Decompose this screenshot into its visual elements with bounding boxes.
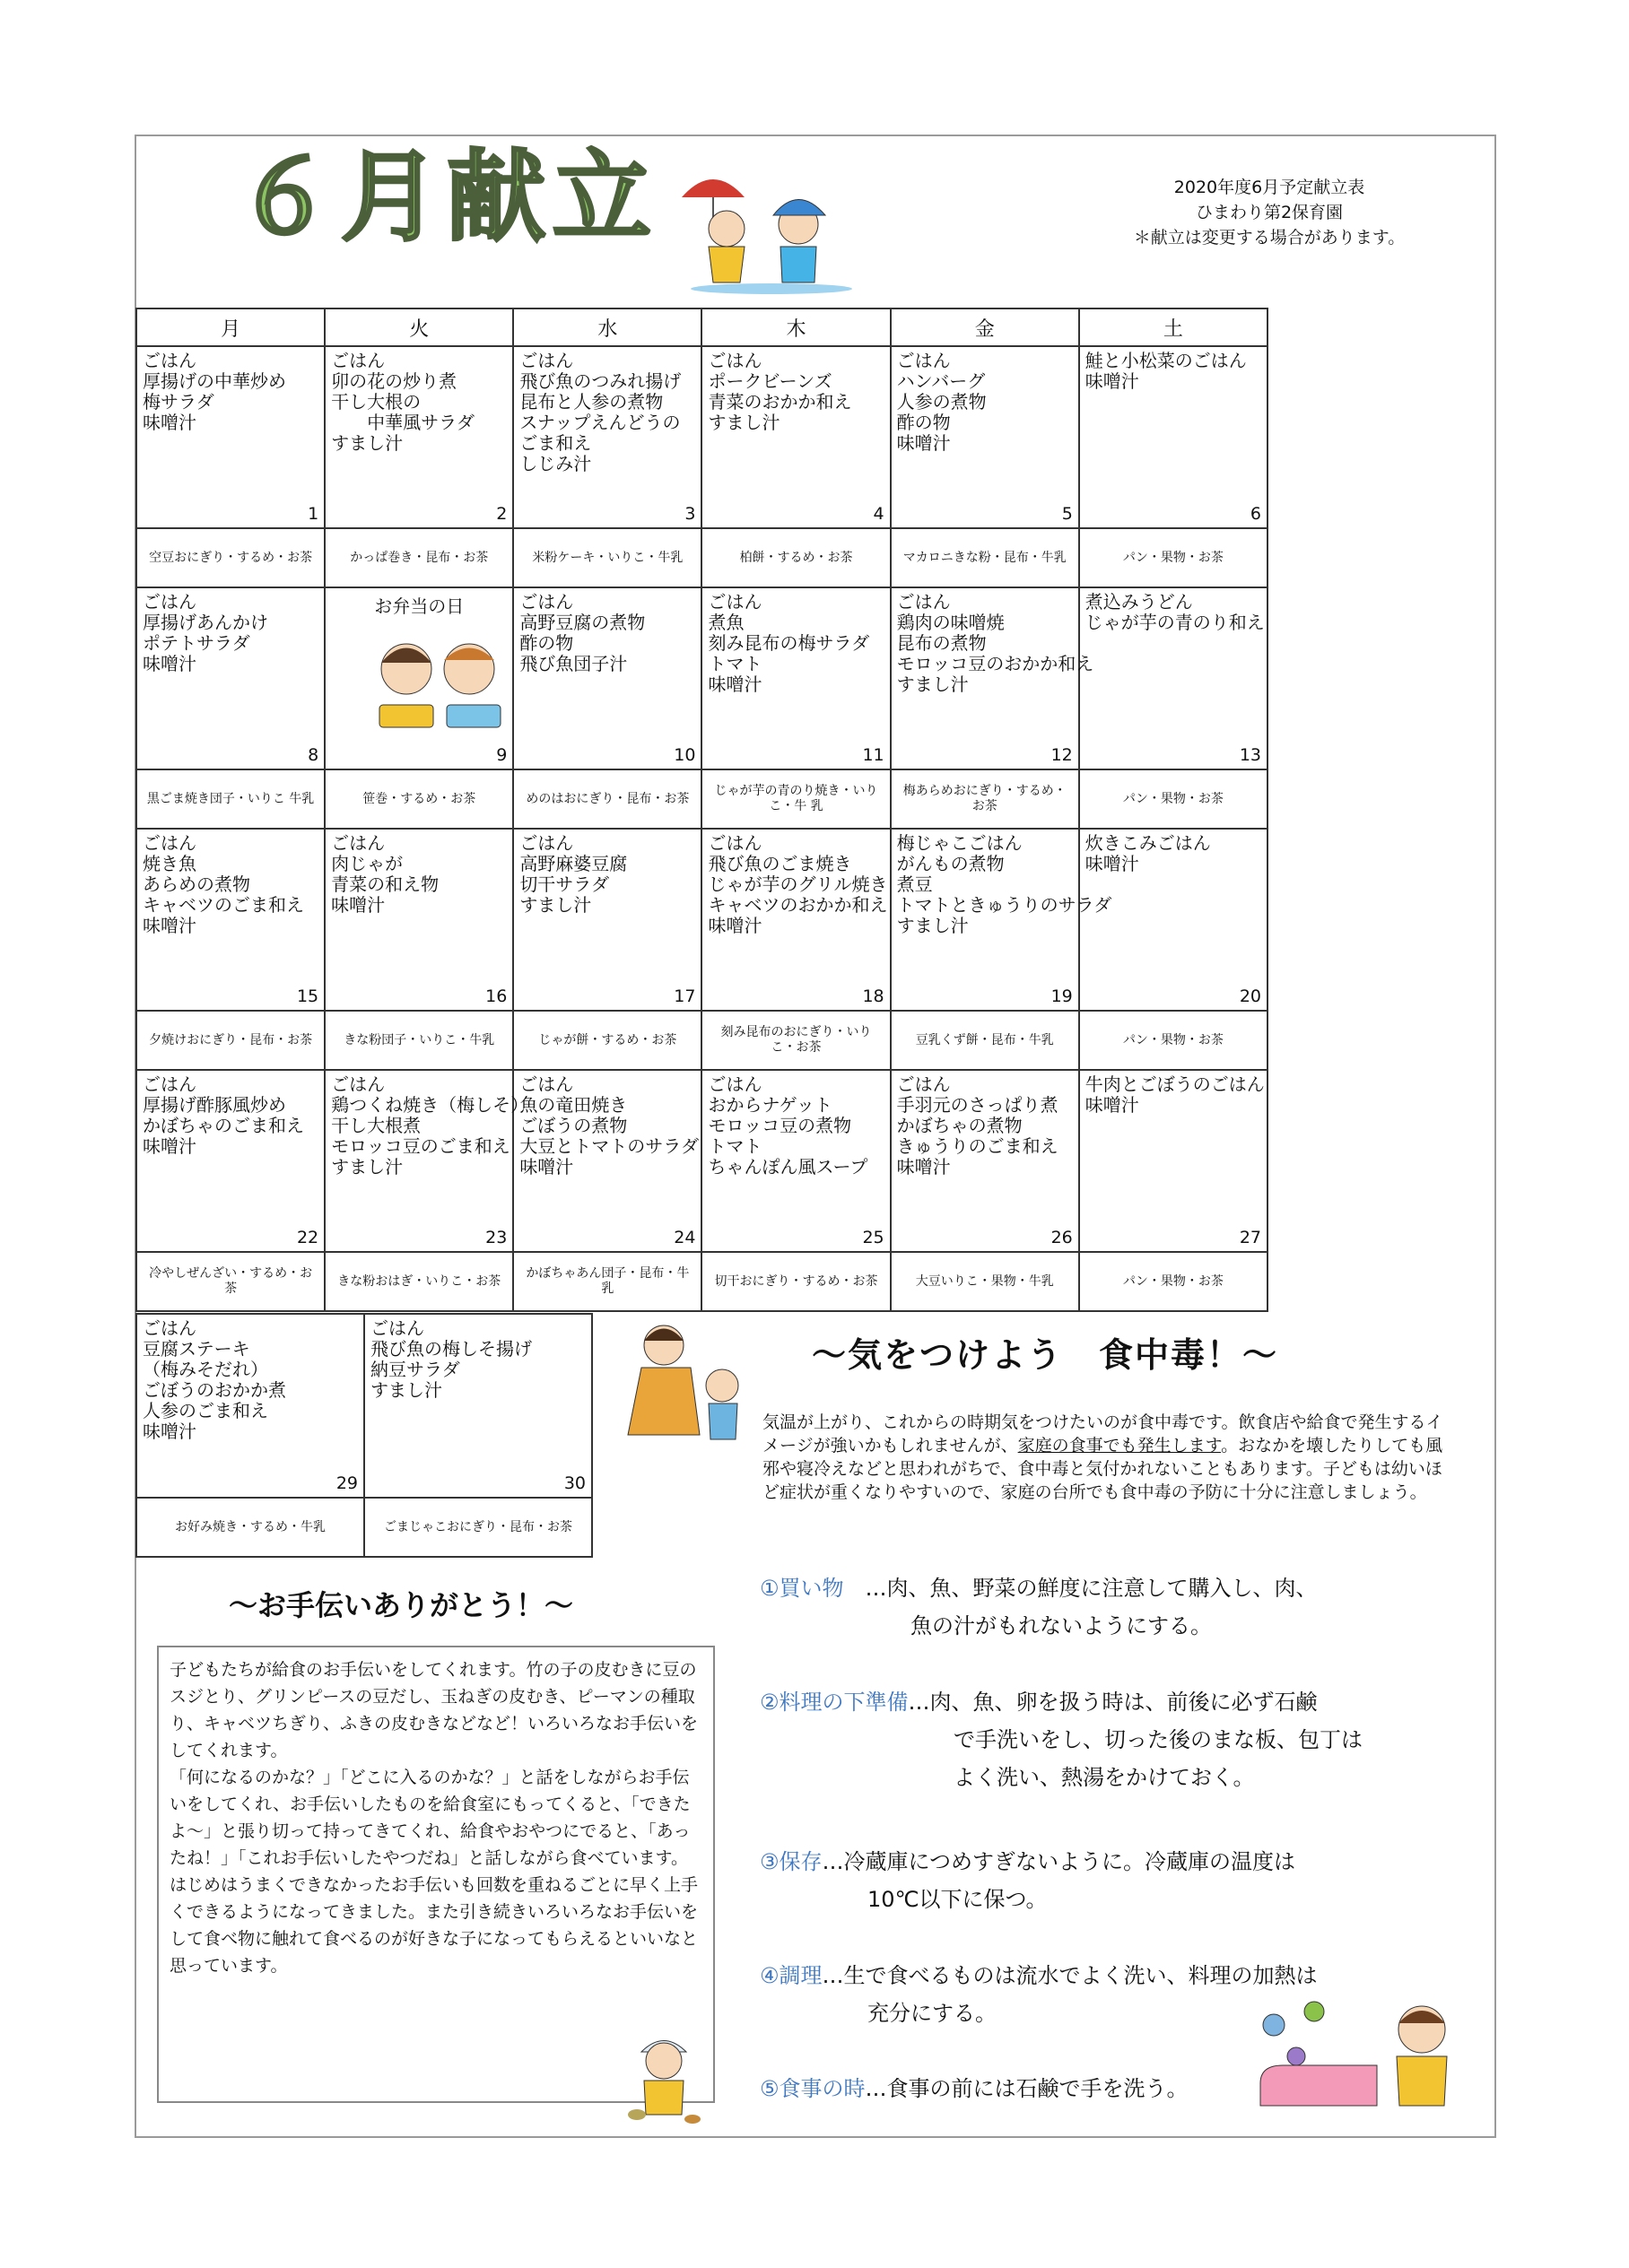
day-number: 1 [308,504,319,524]
intro-text-b: 。おなかを壊したりしても風邪や寝冷えなどと思われがちで、食中毒と気付かれないこともあります。子どもは幼いほど症状が重くなりやすいので、家庭の台所でも食中毒の予防に十分に注意しましょう。 [762,1436,1443,1502]
weekday-header-row [136,308,1267,346]
snack-text: 夕焼けおにぎり・昆布・お茶 [149,1032,313,1047]
snack-cell [891,528,1079,587]
meal-cell [1079,346,1267,528]
day-number: 25 [862,1228,884,1247]
day-number: 6 [1250,504,1261,524]
snack-text: 刻み昆布のおにぎり・いりこ・お茶 [720,1025,872,1055]
day-number: 5 [1061,504,1073,524]
snack-text: お好み焼き・するめ・牛乳 [175,1519,326,1534]
snack-cell [513,769,701,829]
meal-cell [701,1070,890,1252]
meal-text: ごはん 飛び魚のつみれ揚げ 昆布と人参の煮物 スナップえんどうの ごま和え しじみ汁 [519,350,682,474]
snack-text: きな粉団子・いりこ・牛乳 [344,1032,495,1047]
bento-children-illustration [362,629,514,736]
snack-text: 切干おにぎり・するめ・お茶 [714,1273,878,1289]
snack-cell [891,769,1079,829]
tip-label: ③保存 [760,1849,823,1874]
meal-cell [325,829,513,1011]
week2-snack-row [136,769,1267,829]
day-number: 20 [1239,986,1261,1006]
meal-cell [701,587,890,769]
meal-cell [513,346,701,528]
header-info-line3: ＊献立は変更する場合があります。 [1133,228,1406,248]
snack-text: かぼちゃあん団子・昆布・牛乳 [526,1266,690,1296]
snack-cell [513,1011,701,1070]
meal-cell [701,829,890,1011]
day-number: 15 [296,986,319,1006]
weekday-sat: 土 [1079,308,1267,346]
snack-cell [136,769,325,829]
snack-text: かっぱ巻き・昆布・お茶 [350,550,489,565]
meal-text: ごはん 魚の竜田焼き ごぼうの煮物 大豆とトマトのサラダ 味噌汁 [519,1073,700,1177]
header-info-line1: 2020年度6月予定献立表 [1173,178,1365,197]
meal-text: ごはん 厚揚げ酢豚風炒め かぼちゃのごま和え 味噌汁 [143,1073,304,1157]
page-title: ６月献立 [235,140,658,255]
tip-label: ④調理 [760,1963,823,1988]
weekday-thu: 木 [701,308,890,346]
menu-calendar-week5 [135,1313,593,1558]
snack-cell [1079,1252,1267,1311]
help-body: 子どもたちが給食のお手伝いをしてくれます。竹の子の皮むきに豆のスジとり、グリンピースの豆だし、玉ねぎの皮むき、ピーマンの種取り、キャベツちぎり、ふきの皮むきなどなど！いろいろなお手伝いをしてくれます。 「何になるのかな？」「どこに入るのかな？」と話をしながらお手伝いをしてくれ、お手伝いしたものを給食室にもってくると、「できたよ～」と張り切って持ってきてくれ、給食やおやつにでると、「あったね！」「これお手伝いしたやつだね」と話しながら食べています。 はじめはうまくできなかったお手伝いも回数を重ねるごとに早く上手くできるようになってきました。また引き続きいろいろなお手伝いをして食べ物に触れて食べるのが好きな子になってもらえるといいなと思っています。 [170,1660,699,1976]
week4-snack-row [136,1252,1267,1311]
snack-text: ごまじゃこおにぎり・昆布・お茶 [384,1519,572,1534]
day-number: 22 [296,1228,319,1247]
mother-child-illustration [610,1318,762,1453]
day-number: 27 [1239,1228,1261,1247]
help-title: ～お手伝いありがとう！～ [229,1588,574,1622]
week1-snack-row [136,528,1267,587]
meal-text: 牛肉とごぼうのごはん 味噌汁 [1085,1073,1265,1116]
meal-text: ごはん 鶏つくね焼き（梅しそ） 干し大根煮 モロッコ豆のごま和え すまし汁 [331,1073,529,1177]
snack-cell [325,1011,513,1070]
intro-underline-text: 家庭の食事でも発生します [1017,1436,1222,1456]
meal-cell [1079,1070,1267,1252]
snack-text: パン・果物・お茶 [1122,1032,1224,1047]
meal-text: 梅じゃこごはん がんもの煮物 煮豆 トマトときゅうりのサラダ すまし汁 [896,832,1112,936]
snack-text: 柏餅・するめ・お茶 [739,550,853,565]
meal-text: ごはん 厚揚げあんかけ ポテトサラダ 味噌汁 [143,591,268,674]
meal-cell [513,829,701,1011]
meal-cell [513,1070,701,1252]
helping-child-illustration [619,2025,709,2128]
snack-text: パン・果物・お茶 [1122,791,1224,806]
snack-cell [325,528,513,587]
meal-cell [1079,829,1267,1011]
meal-cell [891,829,1112,1011]
snack-cell [701,528,890,587]
meal-text: ごはん ポークビーンズ 青菜のおかか和え すまし汁 [708,350,852,433]
snack-cell [701,769,890,829]
day-number: 11 [862,745,884,765]
snack-cell [1079,528,1267,587]
handwashing-illustration [1242,1989,1467,2110]
food-poisoning-title: ～気をつけよう 食中毒！～ [812,1335,1279,1375]
week5-snack-row [136,1498,592,1557]
snack-text: じゃが芋の青のり焼き・いりこ・牛 乳 [714,784,878,813]
meal-cell [891,587,1094,769]
snack-cell [136,1011,325,1070]
meal-cell [136,1070,325,1252]
day-number: 19 [1050,986,1073,1006]
snack-cell [891,1011,1079,1070]
menu-calendar [135,308,1268,1312]
meal-cell [136,1314,364,1498]
meal-cell [701,346,890,528]
meal-cell [136,346,325,528]
snack-text: 黒ごま焼き団子・いりこ 牛乳 [146,791,315,806]
week1-meal-row [136,346,1267,528]
tip-text: …肉、魚、卵を扱う時は、前後に必ず石鹸 で手洗いをし、切った後のまな板、包丁は よく洗い、熱湯をかけておく。 [908,1690,1363,1790]
meal-text: ごはん 厚揚げの中華炒め 梅サラダ 味噌汁 [143,350,286,433]
snack-text: きな粉おはぎ・いりこ・お茶 [337,1273,501,1289]
snack-cell [136,1498,364,1557]
tip-shopping [760,1569,1318,1645]
meal-text: ごはん おからナゲット モロッコ豆の煮物 トマト ちゃんぽん風スープ [708,1073,868,1177]
snack-cell [325,1252,513,1311]
meal-text: ごはん 豆腐ステーキ （梅みそだれ） ごぼうのおかか煮 人参のごま和え 味噌汁 [143,1317,286,1442]
rain-children-illustration [673,161,870,296]
tip-mealtime [760,2070,1189,2107]
snack-cell [364,1498,592,1557]
day-number: 30 [563,1473,586,1493]
day-number: 24 [674,1228,696,1247]
meal-cell [1079,587,1267,769]
day-number: 13 [1239,745,1261,765]
meal-cell [364,1314,592,1498]
day-number: 9 [496,745,508,765]
day-number: 18 [862,986,884,1006]
snack-cell [136,528,325,587]
snack-cell [891,1252,1079,1311]
snack-cell [325,769,513,829]
snack-text: 大豆いりこ・果物・牛乳 [915,1273,1054,1289]
tip-label: ⑤食事の時 [760,2076,866,2101]
snack-text: じゃが餅・するめ・お茶 [538,1032,677,1047]
meal-cell [891,346,1079,528]
day-number: 2 [496,504,508,524]
tip-text: …生で食べるものは流水でよく洗い、料理の加熱は 充分にする。 [822,1963,1318,2026]
day-number: 10 [674,745,696,765]
tip-label: ①買い物 [760,1576,844,1601]
snack-cell [513,1252,701,1311]
meal-text: ごはん 飛び魚の梅しそ揚げ 納豆サラダ すまし汁 [370,1317,532,1401]
day-number: 23 [485,1228,508,1247]
snack-cell [513,528,701,587]
weekday-tue: 火 [325,308,513,346]
tip-text: …冷蔵庫につめすぎないように。冷蔵庫の温度は 10℃以下に保つ。 [822,1849,1296,1912]
meal-cell [325,1070,529,1252]
tip-cooking [760,1957,1318,2032]
snack-text: 米粉ケーキ・いりこ・牛乳 [532,550,684,565]
snack-text: 梅あらめおにぎり・するめ・お茶 [902,784,1067,813]
header-info [1126,175,1413,250]
meal-text: ごはん 焼き魚 あらめの煮物 キャベツのごま和え 味噌汁 [143,832,304,936]
food-poisoning-intro [762,1411,1444,1504]
day-number: 8 [308,745,319,765]
day-number: 29 [335,1473,358,1493]
tip-preparation [760,1683,1363,1796]
snack-text: 笹巻・するめ・お茶 [362,791,476,806]
snack-text: マカロニきな粉・昆布・牛乳 [902,550,1067,565]
meal-text: ごはん ハンバーグ 人参の煮物 酢の物 味噌汁 [896,350,987,454]
meal-cell [513,587,701,769]
snack-text: 豆乳くず餅・昆布・牛乳 [915,1032,1054,1047]
snack-cell [701,1252,890,1311]
day-number: 17 [674,986,696,1006]
tip-text: …食事の前には石鹸で手を洗う。 [865,2076,1189,2101]
snack-cell [1079,769,1267,829]
week3-snack-row [136,1011,1267,1070]
week5-meal-row [136,1314,592,1498]
week2-meal-row [136,587,1267,769]
meal-cell [325,346,513,528]
snack-text: めのはおにぎり・昆布・お茶 [526,791,690,806]
weekday-wed: 水 [513,308,701,346]
meal-text: ごはん 肉じゃが 青菜の和え物 味噌汁 [331,832,440,916]
week3-meal-row [136,829,1267,1011]
day-number: 3 [684,504,696,524]
day-number: 16 [485,986,508,1006]
snack-cell [701,1011,890,1070]
snack-text: 冷やしぜんざい・するめ・お茶 [149,1266,313,1296]
meal-text: ごはん 高野豆腐の煮物 酢の物 飛び魚団子汁 [519,591,646,674]
meal-text: ごはん 飛び魚のごま焼き じゃが芋のグリル焼き キャベツのおかか和え 味噌汁 [708,832,888,936]
snack-text: 空豆おにぎり・するめ・お茶 [149,550,313,565]
day-number: 12 [1050,745,1073,765]
meal-text: 煮込みうどん じゃが芋の青のり和え [1085,591,1265,633]
bento-day-label: お弁当の日 [374,595,465,617]
weekday-mon: 月 [136,308,325,346]
meal-text: 炊きこみごはん 味噌汁 [1085,832,1211,874]
snack-cell [1079,1011,1267,1070]
intro-text-a: 気温が上がり、これからの時期気をつけたいのが食中毒です。飲食店や給食で発生するイメージが強いかもしれませんが、 [762,1412,1443,1456]
meal-text: ごはん 煮魚 刻み昆布の梅サラダ トマト 味噌汁 [708,591,870,695]
meal-text: ごはん 高野麻婆豆腐 切干サラダ すまし汁 [519,832,628,916]
meal-text: 鮭と小松菜のごはん 味噌汁 [1085,350,1247,392]
meal-text: ごはん 卯の花の炒り煮 干し大根の 中華風サラダ すまし汁 [331,350,475,454]
meal-text: ごはん 手羽元のさっぱり煮 かぼちゃの煮物 きゅうりのごま和え 味噌汁 [896,1073,1058,1177]
day-number: 4 [873,504,884,524]
meal-text: ごはん 鶏肉の味噌焼 昆布の煮物 モロッコ豆のおかか和え すまし汁 [896,591,1094,695]
snack-text: パン・果物・お茶 [1122,1273,1224,1289]
header-info-line2: ひまわり第2保育園 [1195,203,1344,222]
meal-cell-bento [325,587,513,769]
meal-cell [136,829,325,1011]
day-number: 26 [1050,1228,1073,1247]
meal-cell [891,1070,1079,1252]
snack-text: パン・果物・お茶 [1122,550,1224,565]
snack-cell [136,1252,325,1311]
meal-cell [136,587,325,769]
tip-text: …肉、魚、野菜の鮮度に注意して購入し、肉、 魚の汁がもれないようにする。 [865,1576,1318,1638]
weekday-fri: 金 [891,308,1079,346]
tip-storage [760,1843,1295,1918]
week4-meal-row [136,1070,1267,1252]
tip-label: ②料理の下準備 [760,1690,909,1715]
